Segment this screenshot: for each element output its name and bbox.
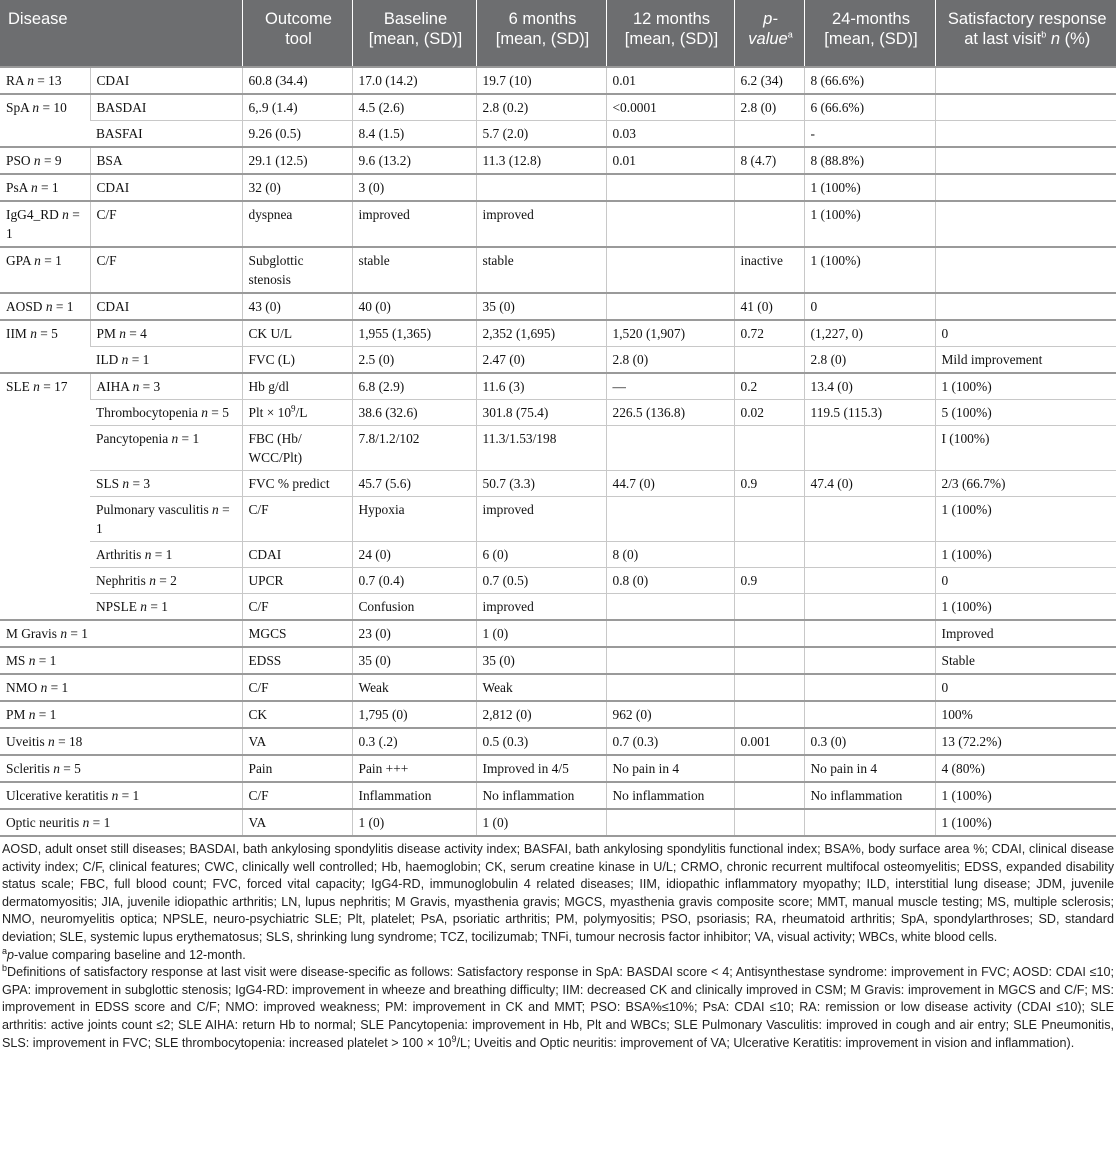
cell-12m xyxy=(606,620,734,647)
table-row xyxy=(0,373,1116,400)
cell-6m: No inflammation xyxy=(476,782,606,809)
cell-24m: 47.4 (0) xyxy=(804,471,935,497)
cell-6m: 2.8 (0.2) xyxy=(476,94,606,121)
cell-disease: MS n = 1 xyxy=(0,647,242,674)
cell-disease: IgG4_RD n = 1 xyxy=(0,201,90,247)
cell-sat: Improved xyxy=(935,620,1116,647)
cell-12m: 8 (0) xyxy=(606,542,734,568)
table-footnotes xyxy=(0,837,1116,1052)
cell-sub: C/F xyxy=(90,247,242,293)
cell-24m xyxy=(804,809,935,836)
cell-baseline: 0.7 (0.4) xyxy=(352,568,476,594)
table-row xyxy=(0,147,1116,174)
cell-12m: <0.0001 xyxy=(606,94,734,121)
cell-12m xyxy=(606,201,734,247)
cell-disease: NMO n = 1 xyxy=(0,674,242,701)
header-satisfactory: Satisfactory response at last visit$^b$ n (%) xyxy=(935,0,1116,67)
cell-disease: Uveitis n = 18 xyxy=(0,728,242,755)
cell-p xyxy=(734,497,804,542)
cell-p: 0.2 xyxy=(734,373,804,400)
cell-24m xyxy=(804,497,935,542)
cell-6m: 35 (0) xyxy=(476,293,606,320)
cell-6m: stable xyxy=(476,247,606,293)
cell-p: 8 (4.7) xyxy=(734,147,804,174)
cell-baseline: 4.5 (2.6) xyxy=(352,94,476,121)
cell-baseline: Hypoxia xyxy=(352,497,476,542)
cell-12m: 0.8 (0) xyxy=(606,568,734,594)
cell-outcome: C/F xyxy=(242,782,352,809)
cell-12m xyxy=(606,647,734,674)
cell-12m: 0.03 xyxy=(606,121,734,148)
cell-24m: No inflammation xyxy=(804,782,935,809)
cell-baseline: 0.3 (.2) xyxy=(352,728,476,755)
cell-baseline: Confusion xyxy=(352,594,476,621)
cell-disease: AOSD n = 1 xyxy=(0,293,90,320)
cell-sat: 4 (80%) xyxy=(935,755,1116,782)
cell-p xyxy=(734,782,804,809)
table-row xyxy=(0,594,1116,621)
cell-baseline: Weak xyxy=(352,674,476,701)
cell-p xyxy=(734,347,804,374)
cell-6m: 5.7 (2.0) xyxy=(476,121,606,148)
cell-6m: Weak xyxy=(476,674,606,701)
cell-6m xyxy=(476,174,606,201)
cell-6m: 35 (0) xyxy=(476,647,606,674)
cell-baseline: 38.6 (32.6) xyxy=(352,400,476,426)
table-row xyxy=(0,620,1116,647)
cell-sub: C/F xyxy=(90,201,242,247)
cell-24m: 2.8 (0) xyxy=(804,347,935,374)
cell-p xyxy=(734,620,804,647)
cell-sat: 13 (72.2%) xyxy=(935,728,1116,755)
cell-baseline: 8.4 (1.5) xyxy=(352,121,476,148)
cell-disease: RA n = 13 xyxy=(0,67,90,94)
cell-baseline: Pain +++ xyxy=(352,755,476,782)
cell-6m: 6 (0) xyxy=(476,542,606,568)
cell-sat xyxy=(935,94,1116,121)
cell-12m: — xyxy=(606,373,734,400)
cell-24m: 119.5 (115.3) xyxy=(804,400,935,426)
cell-outcome: UPCR xyxy=(242,568,352,594)
cell-24m: 1 (100%) xyxy=(804,174,935,201)
header-24-months: 24-months [mean, (SD)] xyxy=(804,0,935,67)
cell-24m xyxy=(804,426,935,471)
cell-outcome: Plt × $10^9/L$ xyxy=(242,400,352,426)
table-row xyxy=(0,121,1116,148)
cell-p xyxy=(734,542,804,568)
cell-6m: 0.7 (0.5) xyxy=(476,568,606,594)
cell-outcome: MGCS xyxy=(242,620,352,647)
cell-6m: improved xyxy=(476,594,606,621)
cell-12m: 0.01 xyxy=(606,67,734,94)
cell-p xyxy=(734,701,804,728)
cell-6m: 50.7 (3.3) xyxy=(476,471,606,497)
cell-baseline: 1 (0) xyxy=(352,809,476,836)
cell-sat: 1 (100%) xyxy=(935,809,1116,836)
cell-sat: 100% xyxy=(935,701,1116,728)
cell-sat xyxy=(935,67,1116,94)
cell-12m: 1,520 (1,907) xyxy=(606,320,734,347)
cell-6m: 2.47 (0) xyxy=(476,347,606,374)
cell-sat: 5 (100%) xyxy=(935,400,1116,426)
cell-sat xyxy=(935,201,1116,247)
cell-sub: Arthritis n = 1 xyxy=(90,542,242,568)
cell-baseline: 23 (0) xyxy=(352,620,476,647)
cell-disease: SpA n = 10 xyxy=(0,94,90,147)
header-p-value: p-value$^a$ xyxy=(734,0,804,67)
cell-sat xyxy=(935,174,1116,201)
cell-disease: Scleritis n = 5 xyxy=(0,755,242,782)
cell-sub: SLS n = 3 xyxy=(90,471,242,497)
header-12-months: 12 months [mean, (SD)] xyxy=(606,0,734,67)
cell-12m: 0.01 xyxy=(606,147,734,174)
cell-p xyxy=(734,809,804,836)
table-row xyxy=(0,94,1116,121)
cell-24m xyxy=(804,542,935,568)
cell-disease: GPA n = 1 xyxy=(0,247,90,293)
header-disease: Disease xyxy=(0,0,242,67)
cell-sub: PM n = 4 xyxy=(90,320,242,347)
cell-baseline: 17.0 (14.2) xyxy=(352,67,476,94)
cell-sub: CDAI xyxy=(90,67,242,94)
cell-12m xyxy=(606,247,734,293)
cell-24m xyxy=(804,594,935,621)
cell-12m xyxy=(606,809,734,836)
cell-sub: BASDAI xyxy=(90,94,242,121)
cell-sub: CDAI xyxy=(90,174,242,201)
cell-24m: 1 (100%) xyxy=(804,201,935,247)
cell-p xyxy=(734,426,804,471)
cell-p: 0.001 xyxy=(734,728,804,755)
cell-24m: 8 (66.6%) xyxy=(804,67,935,94)
cell-sat: Mild improvement xyxy=(935,347,1116,374)
cell-baseline: 6.8 (2.9) xyxy=(352,373,476,400)
cell-sub: Thrombocytopenia n = 5 xyxy=(90,400,242,426)
cell-outcome: VA xyxy=(242,809,352,836)
cell-12m: 0.7 (0.3) xyxy=(606,728,734,755)
cell-outcome: 6,.9 (1.4) xyxy=(242,94,352,121)
cell-sat: 1 (100%) xyxy=(935,782,1116,809)
cell-outcome: C/F xyxy=(242,497,352,542)
header-outcome: Outcome tool xyxy=(242,0,352,67)
cell-sub: BASFAI xyxy=(90,121,242,148)
cell-6m: 11.3 (12.8) xyxy=(476,147,606,174)
cell-p xyxy=(734,674,804,701)
cell-6m: 1 (0) xyxy=(476,620,606,647)
table-row xyxy=(0,347,1116,374)
cell-outcome: dyspnea xyxy=(242,201,352,247)
cell-sat: I (100%) xyxy=(935,426,1116,471)
cell-24m: - xyxy=(804,121,935,148)
cell-12m xyxy=(606,426,734,471)
cell-p: 6.2 (34) xyxy=(734,67,804,94)
table-row xyxy=(0,647,1116,674)
table-row xyxy=(0,568,1116,594)
footnote-b: $^b$Definitions of satisfactory response at last visit were disease-specific as follows: Satisfactory response in SpA: BASDAI score < 4; Antisynthestase syndrome: improvement in FVC; AOSD: CDAI ≤10; GPA: improvement in subglottic stenosis; IgG4-RD: improvement in wheeze and breathing difficulty; IIM: decreased CK and clinically improved in CSM; M Gravis: improvement in MGCS and C/F; MS: improvement in EDSS score and C/F; NMO: improved weakness; PM: improvement in CK and MMT; PSO: BSA%≤10%; PsA: CDAI ≤10; RA: remission or low disease activity (CDAI ≤10); SLE arthritis: active joints count ≤2; SLE AIHA: return Hb to normal; SLE Pancytopenia: improvement in Hb, Plt and WBCs; SLE Pulmonary Vasculitis: improved in cough and air entry; SLE Pneumonitis, SLS: improvement in FVC; SLE thrombocytopenia: increased platelet > $100 \times 10^9/L$; Uveitis and Optic neuritis: improvement of VA; Ulcerative Keratitis: improvement in vision and inflammation). xyxy=(2,962,1114,1050)
table-row xyxy=(0,320,1116,347)
cell-outcome: EDSS xyxy=(242,647,352,674)
cell-sub: NPSLE n = 1 xyxy=(90,594,242,621)
cell-sat: 0 xyxy=(935,674,1116,701)
cell-sat: 1 (100%) xyxy=(935,594,1116,621)
cell-outcome: 43 (0) xyxy=(242,293,352,320)
cell-baseline: 7.8/1.2/102 xyxy=(352,426,476,471)
cell-outcome: Hb g/dl xyxy=(242,373,352,400)
cell-p: inactive xyxy=(734,247,804,293)
cell-6m: improved xyxy=(476,497,606,542)
cell-6m: 2,352 (1,695) xyxy=(476,320,606,347)
cell-p: 0.02 xyxy=(734,400,804,426)
cell-6m: 11.3/1.53/198 xyxy=(476,426,606,471)
cell-p: 0.9 xyxy=(734,568,804,594)
cell-baseline: 45.7 (5.6) xyxy=(352,471,476,497)
cell-sub: BSA xyxy=(90,147,242,174)
cell-sub: Pulmonary vasculitis n = 1 xyxy=(90,497,242,542)
cell-6m: 11.6 (3) xyxy=(476,373,606,400)
cell-6m: improved xyxy=(476,201,606,247)
table-row xyxy=(0,247,1116,293)
cell-outcome: CDAI xyxy=(242,542,352,568)
header-row xyxy=(0,0,1116,67)
cell-baseline: 9.6 (13.2) xyxy=(352,147,476,174)
cell-p xyxy=(734,594,804,621)
cell-6m: 19.7 (10) xyxy=(476,67,606,94)
cell-24m: No pain in 4 xyxy=(804,755,935,782)
cell-disease: IIM n = 5 xyxy=(0,320,90,373)
cell-sat: 1 (100%) xyxy=(935,497,1116,542)
cell-24m xyxy=(804,620,935,647)
cell-12m xyxy=(606,174,734,201)
cell-24m xyxy=(804,647,935,674)
cell-12m xyxy=(606,674,734,701)
cell-disease: PsA n = 1 xyxy=(0,174,90,201)
table-row xyxy=(0,174,1116,201)
cell-outcome: 60.8 (34.4) xyxy=(242,67,352,94)
cell-outcome: CK U/L xyxy=(242,320,352,347)
cell-disease: SLE n = 17 xyxy=(0,373,90,620)
cell-sat xyxy=(935,121,1116,148)
cell-6m: Improved in 4/5 xyxy=(476,755,606,782)
footnote-a: $^a$p-value comparing baseline and 12-month. xyxy=(2,945,246,962)
table-row xyxy=(0,400,1116,426)
cell-12m: 226.5 (136.8) xyxy=(606,400,734,426)
table-row xyxy=(0,542,1116,568)
cell-sat: 2/3 (66.7%) xyxy=(935,471,1116,497)
cell-sub: Pancytopenia n = 1 xyxy=(90,426,242,471)
cell-p: 41 (0) xyxy=(734,293,804,320)
abbreviations-note: AOSD, adult onset still diseases; BASDAI, bath ankylosing spondylitis disease activity index; BASFAI, bath ankylosing spondylitis functional index; BSA%, body surface area %; CDAI, clinical disease activity index; C/F, clinical features; CWC, clinically well controlled; Hb, haemoglobin; CK, serum creatine kinase in U/L; CRMO, chronic recurrent multifocal osteomyelitis; EDSS, expanded disability status scale; FBC, full blood count; FVC, forced vital capacity; IgG4-RD, immunoglobulin 4 related diseases; IIM, idiopathic inflammatory myopathy; ILD, interstitial lung disease; JDM, juvenile dermatomyositis; JIA, juvenile idiopathic arthritis; LN, lupus nephritis; M Gravis, myasthenia gravis; MGCS, myasthenia gravis composite score; MMT, manual muscle testing; MS, multiple sclerosis; NMO, neuromyelitis optica; NPSLE, neuro-psychiatric SLE; Plt, platelet; PsA, psoriatic arthritis; PM, polymyositis; PSO, psoriasis; RA, rheumatoid arthritis; SpA, spondylarthroses; SD, standard deviation; SLE, systemic lupus erythematosus; SLS, shrinking lung syndrome; TCZ, tocilizumab; TNFi, tumour necrosis factor inhibitor; VA, visual activity; WBCs, white blood cells. xyxy=(2,842,1114,944)
table-row xyxy=(0,497,1116,542)
cell-outcome: C/F xyxy=(242,674,352,701)
cell-p xyxy=(734,201,804,247)
cell-sub: CDAI xyxy=(90,293,242,320)
cell-24m: 0.3 (0) xyxy=(804,728,935,755)
cell-24m: (1,227, 0) xyxy=(804,320,935,347)
table-row xyxy=(0,201,1116,247)
cell-baseline: 35 (0) xyxy=(352,647,476,674)
cell-baseline: 1,795 (0) xyxy=(352,701,476,728)
cell-12m xyxy=(606,497,734,542)
cell-24m: 6 (66.6%) xyxy=(804,94,935,121)
cell-6m: 301.8 (75.4) xyxy=(476,400,606,426)
cell-sat xyxy=(935,293,1116,320)
table-row xyxy=(0,755,1116,782)
cell-24m xyxy=(804,674,935,701)
table-row xyxy=(0,293,1116,320)
cell-outcome: C/F xyxy=(242,594,352,621)
cell-outcome: FVC % predict xyxy=(242,471,352,497)
cell-24m: 0 xyxy=(804,293,935,320)
table-row xyxy=(0,471,1116,497)
cell-24m xyxy=(804,701,935,728)
table-row xyxy=(0,701,1116,728)
cell-sub: AIHA n = 3 xyxy=(90,373,242,400)
cell-p xyxy=(734,121,804,148)
cell-p: 2.8 (0) xyxy=(734,94,804,121)
cell-disease: M Gravis n = 1 xyxy=(0,620,242,647)
cell-sub: Nephritis n = 2 xyxy=(90,568,242,594)
cell-24m xyxy=(804,568,935,594)
table-row xyxy=(0,674,1116,701)
cell-p: 0.9 xyxy=(734,471,804,497)
cell-outcome: CK xyxy=(242,701,352,728)
cell-sat: Stable xyxy=(935,647,1116,674)
table-row xyxy=(0,426,1116,471)
cell-sat xyxy=(935,147,1116,174)
table-row xyxy=(0,782,1116,809)
cell-sat: 0 xyxy=(935,320,1116,347)
cell-p xyxy=(734,755,804,782)
cell-baseline: 40 (0) xyxy=(352,293,476,320)
table-row xyxy=(0,728,1116,755)
cell-baseline: Inflammation xyxy=(352,782,476,809)
cell-baseline: 1,955 (1,365) xyxy=(352,320,476,347)
cell-baseline: stable xyxy=(352,247,476,293)
cell-baseline: 2.5 (0) xyxy=(352,347,476,374)
cell-sat: 1 (100%) xyxy=(935,542,1116,568)
cell-sat xyxy=(935,247,1116,293)
cell-outcome: 9.26 (0.5) xyxy=(242,121,352,148)
cell-24m: 13.4 (0) xyxy=(804,373,935,400)
cell-baseline: 3 (0) xyxy=(352,174,476,201)
cell-disease: Optic neuritis n = 1 xyxy=(0,809,242,836)
cell-sat: 0 xyxy=(935,568,1116,594)
cell-outcome: 29.1 (12.5) xyxy=(242,147,352,174)
cell-disease: Ulcerative keratitis n = 1 xyxy=(0,782,242,809)
cell-12m: No pain in 4 xyxy=(606,755,734,782)
cell-12m: No inflammation xyxy=(606,782,734,809)
cell-outcome: VA xyxy=(242,728,352,755)
cell-disease: PSO n = 9 xyxy=(0,147,90,174)
cell-p xyxy=(734,647,804,674)
table-row xyxy=(0,809,1116,836)
cell-sub: ILD n = 1 xyxy=(90,347,242,374)
cell-disease: PM n = 1 xyxy=(0,701,242,728)
cell-12m: 2.8 (0) xyxy=(606,347,734,374)
table-row xyxy=(0,67,1116,94)
cell-12m xyxy=(606,594,734,621)
cell-outcome: Subglottic stenosis xyxy=(242,247,352,293)
cell-24m: 8 (88.8%) xyxy=(804,147,935,174)
cell-outcome: FVC (L) xyxy=(242,347,352,374)
cell-outcome: FBC (Hb/ WCC/Plt) xyxy=(242,426,352,471)
cell-outcome: Pain xyxy=(242,755,352,782)
cell-sat: 1 (100%) xyxy=(935,373,1116,400)
cell-12m: 44.7 (0) xyxy=(606,471,734,497)
header-6-months: 6 months [mean, (SD)] xyxy=(476,0,606,67)
cell-12m xyxy=(606,293,734,320)
cell-baseline: 24 (0) xyxy=(352,542,476,568)
cell-6m: 2,812 (0) xyxy=(476,701,606,728)
cell-outcome: 32 (0) xyxy=(242,174,352,201)
header-baseline: Baseline [mean, (SD)] xyxy=(352,0,476,67)
cell-12m: 962 (0) xyxy=(606,701,734,728)
cell-6m: 0.5 (0.3) xyxy=(476,728,606,755)
cell-baseline: improved xyxy=(352,201,476,247)
cell-24m: 1 (100%) xyxy=(804,247,935,293)
cell-p xyxy=(734,174,804,201)
cell-6m: 1 (0) xyxy=(476,809,606,836)
cell-p: 0.72 xyxy=(734,320,804,347)
